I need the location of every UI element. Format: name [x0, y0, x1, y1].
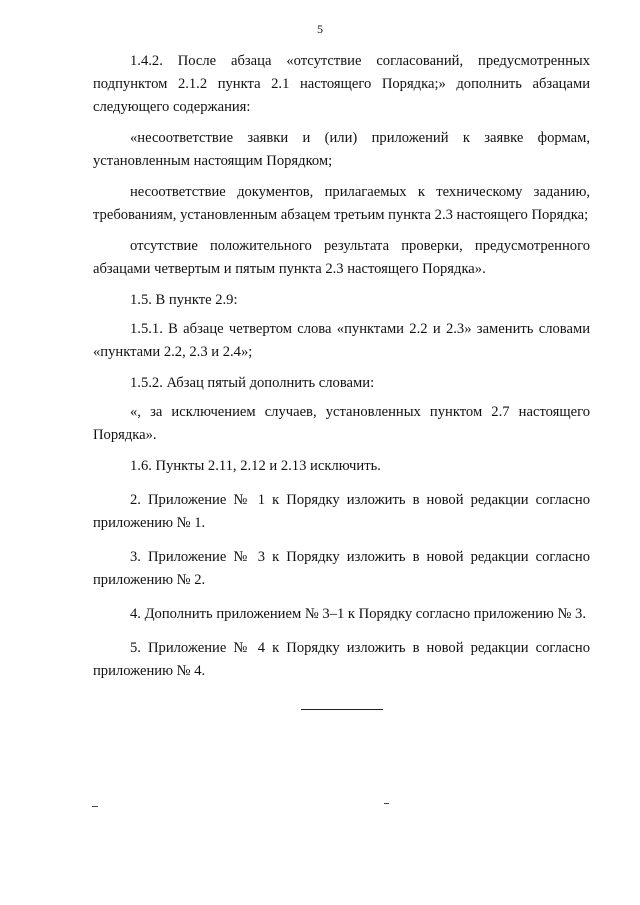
paragraph-1-4-2: 1.4.2. После абзаца «отсутствие согласований, предусмотренных подпунктом 2.1.2 пункта 2.1 настоящего Порядка;» дополнить абзацами следующего содержания: — [93, 53, 590, 115]
paragraph-1-5-2: 1.5.2. Абзац пятый дополнить словами: — [130, 375, 375, 391]
scan-mark — [384, 803, 389, 804]
paragraph-1-5: 1.5. В пункте 2.9: — [130, 292, 238, 308]
document-body — [93, 50, 590, 694]
paragraph-documents-mismatch: несоответствие документов, прилагаемых к техническому заданию, требованиям, установленным абзацем третьим пункта 2.3 настоящего Порядка; — [93, 184, 590, 223]
paragraph-5: 5. Приложение № 4 к Порядку изложить в новой редакции согласно приложению № 4. — [93, 640, 590, 679]
paragraph-1-6: 1.6. Пункты 2.11, 2.12 и 2.13 исключить. — [130, 458, 381, 474]
end-separator-line — [301, 709, 383, 710]
paragraph-4: 4. Дополнить приложением № 3–1 к Порядку согласно приложению № 3. — [130, 606, 586, 622]
paragraph-no-positive-result: отсутствие положительного результата проверки, предусмотренного абзацами четвертым и пятым пункта 2.3 настоящего Порядка». — [93, 238, 590, 277]
page-number: 5 — [317, 22, 323, 36]
scan-mark — [92, 806, 98, 807]
paragraph-exception-cases: «, за исключением случаев, установленных пунктом 2.7 настоящего Порядка». — [93, 404, 590, 443]
paragraph-2: 2. Приложение № 1 к Порядку изложить в новой редакции согласно приложению № 1. — [93, 492, 590, 531]
paragraph-1-5-1: 1.5.1. В абзаце четвертом слова «пунктами 2.2 и 2.3» заменить словами «пунктами 2.2, 2.3 и 2.4»; — [93, 321, 590, 360]
paragraph-3: 3. Приложение № 3 к Порядку изложить в новой редакции согласно приложению № 2. — [93, 549, 590, 588]
paragraph-quote-form-mismatch: «несоответствие заявки и (или) приложений к заявке формам, установленным настоящим Порядком; — [93, 130, 590, 169]
